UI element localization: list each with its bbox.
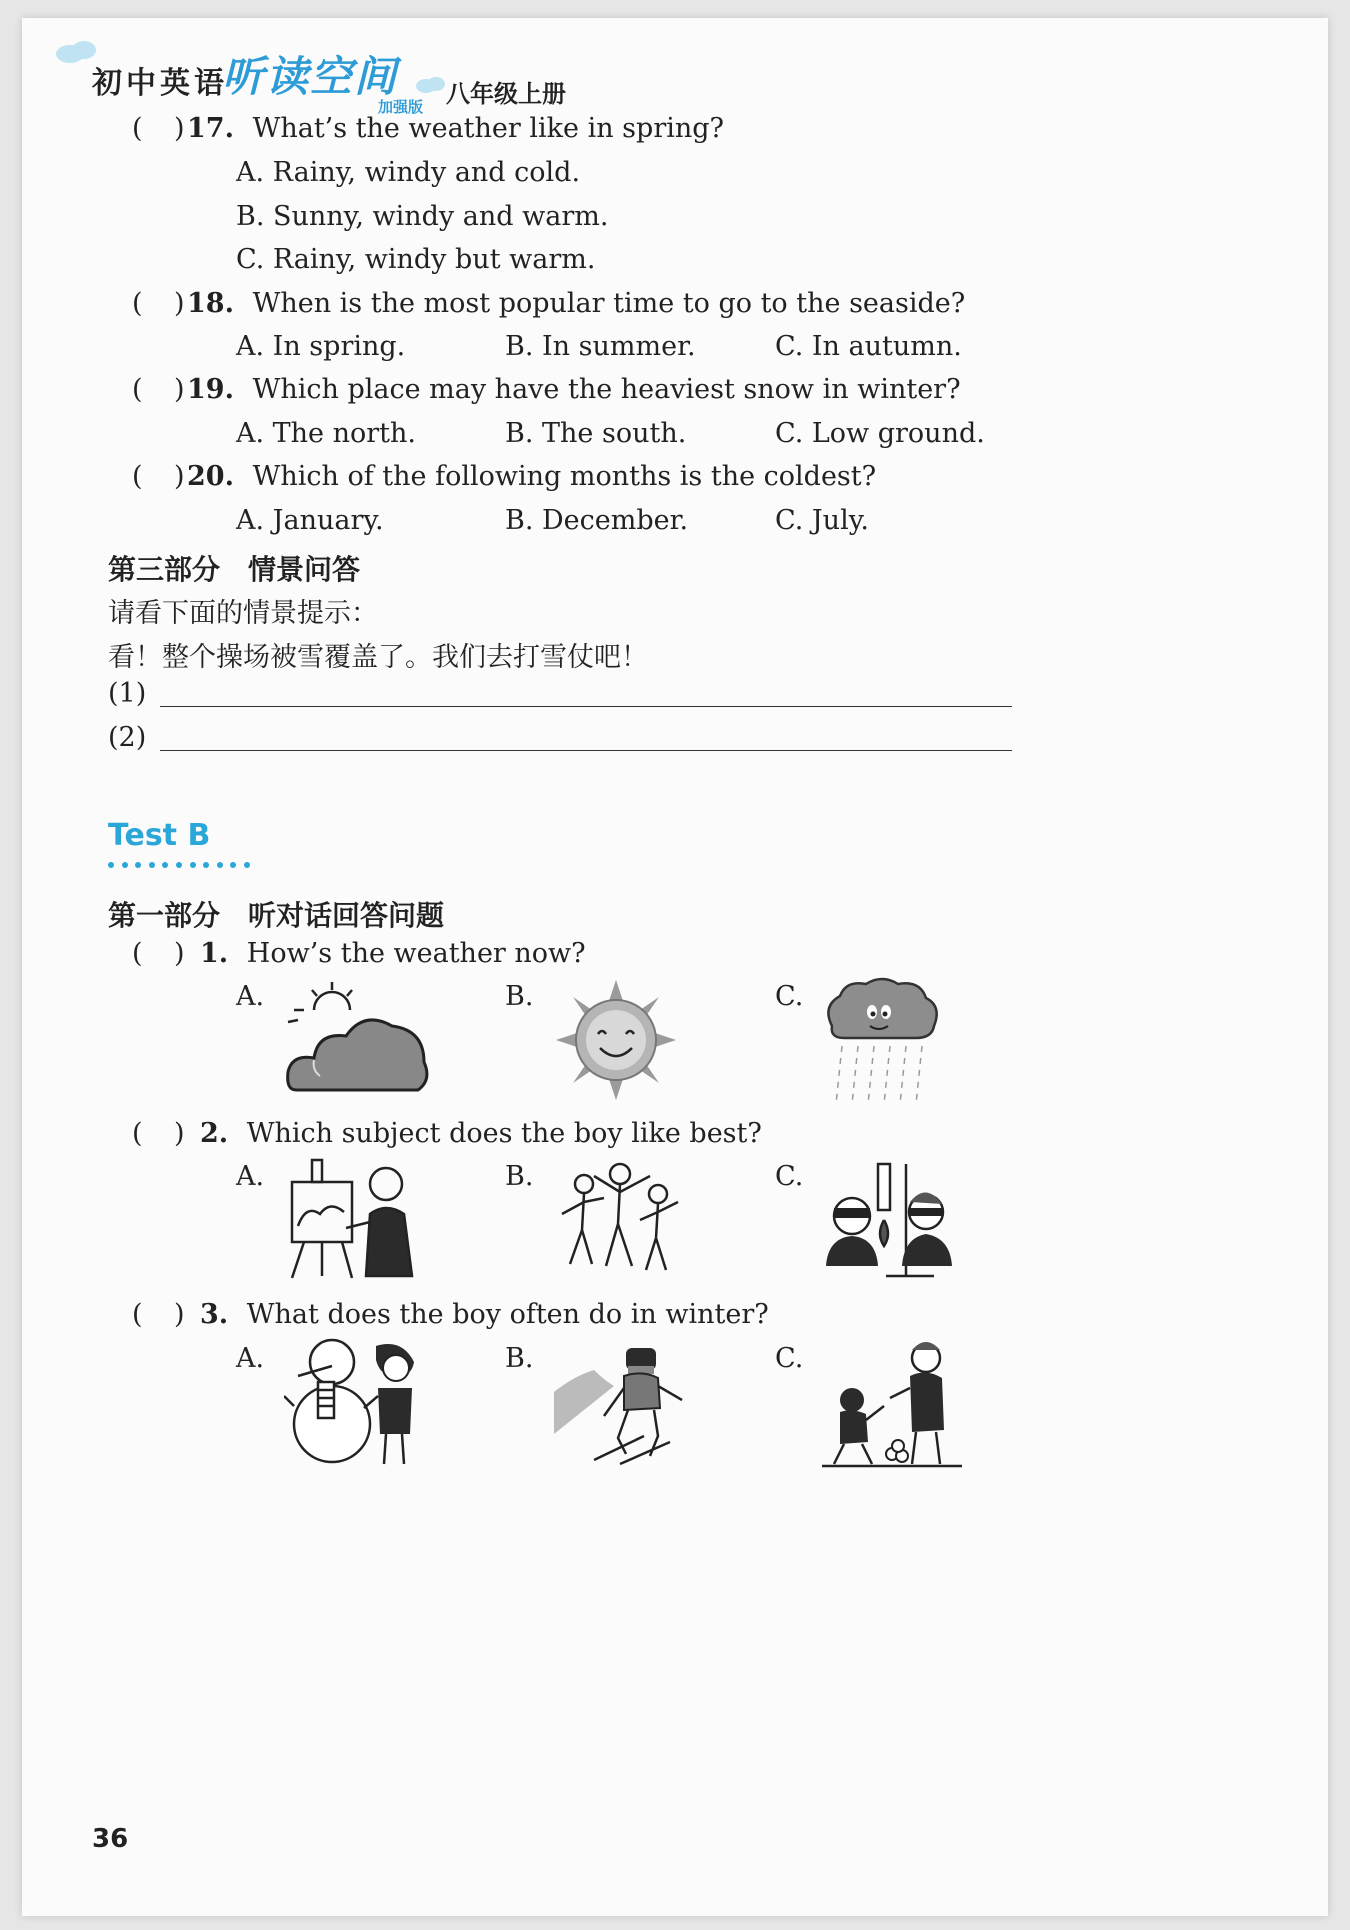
- option-a: A. The north.: [236, 418, 416, 449]
- question-text: How’s the weather now?: [246, 938, 586, 969]
- question-number: 3.: [200, 1299, 229, 1330]
- header-grade: 八年级上册: [446, 80, 566, 108]
- chemistry-lab-icon: [822, 1154, 954, 1284]
- answer-paren-open: (: [132, 461, 143, 492]
- test-b-dots-divider: [108, 855, 258, 873]
- option-c-label: C.: [775, 1343, 804, 1374]
- header-title: 初中英语: [92, 66, 228, 101]
- answer-paren-open: (: [132, 288, 143, 319]
- question-text: Which place may have the heaviest snow in winter?: [252, 374, 961, 405]
- option-b: B. December.: [505, 505, 689, 536]
- cloudy-icon: [284, 980, 434, 1100]
- page-number: 36: [92, 1824, 129, 1854]
- option-a-label: A.: [236, 1161, 265, 1192]
- answer-paren-close: ): [174, 938, 185, 969]
- part3-prompt: 看！整个操场被雪覆盖了。我们去打雪仗吧！: [108, 642, 648, 673]
- answer-paren-open: (: [132, 374, 143, 405]
- question-text: Which subject does the boy like best?: [246, 1118, 762, 1149]
- question-number: 2.: [200, 1118, 229, 1149]
- test-b-question-2: [200, 1118, 762, 1149]
- skiing-icon: [554, 1336, 686, 1466]
- option-c-label: C.: [775, 981, 804, 1012]
- answer-paren-close: ): [174, 1299, 185, 1330]
- header-logo: 听读空间: [222, 52, 399, 101]
- question-18: [187, 288, 965, 319]
- test-b-question-3: [200, 1299, 769, 1330]
- question-text: When is the most popular time to go to the seaside?: [252, 288, 966, 319]
- answer-label-2: (2): [108, 722, 147, 753]
- question-text: Which of the following months is the coldest?: [252, 461, 877, 492]
- pe-exercise-icon: [554, 1154, 684, 1282]
- option-c: C. July.: [775, 505, 869, 536]
- option-c: C. Rainy, windy but warm.: [236, 244, 596, 275]
- option-b: B. The south.: [505, 418, 687, 449]
- question-text: What’s the weather like in spring?: [252, 113, 725, 144]
- question-number: 20.: [187, 461, 234, 492]
- painting-icon: [286, 1156, 422, 1280]
- question-number: 1.: [200, 938, 229, 969]
- answer-paren-open: (: [132, 1299, 143, 1330]
- rainy-icon: [822, 976, 942, 1106]
- option-a: A. In spring.: [236, 331, 406, 362]
- answer-paren-open: (: [132, 938, 143, 969]
- option-b: B. In summer.: [505, 331, 696, 362]
- header-logo-sub: 加强版: [378, 98, 424, 116]
- test-b-question-1: [200, 938, 586, 969]
- answer-paren-open: (: [132, 113, 143, 144]
- question-number: 17.: [187, 113, 234, 144]
- question-17: [187, 113, 724, 144]
- question-20: [187, 461, 876, 492]
- answer-paren-close: ): [174, 1118, 185, 1149]
- option-a: A. Rainy, windy and cold.: [236, 157, 581, 188]
- sunny-icon: [554, 978, 678, 1102]
- test-b-part1-title: 第一部分 听对话回答问题: [108, 899, 445, 932]
- answer-label-1: (1): [108, 678, 147, 709]
- header: [52, 34, 672, 114]
- answer-line-1[interactable]: [160, 706, 1012, 707]
- question-number: 19.: [187, 374, 234, 405]
- snowball-fight-icon: [822, 1336, 962, 1470]
- answer-line-2[interactable]: [160, 750, 1012, 751]
- worksheet-page: [22, 18, 1328, 1916]
- answer-paren-close: ): [174, 113, 185, 144]
- question-number: 18.: [187, 288, 234, 319]
- option-b-label: B.: [505, 1161, 534, 1192]
- option-b-label: B.: [505, 1343, 534, 1374]
- option-a-label: A.: [236, 1343, 265, 1374]
- option-c-label: C.: [775, 1161, 804, 1192]
- part3-title: 第三部分 情景问答: [108, 553, 361, 586]
- option-a: A. January.: [236, 505, 384, 536]
- option-c: C. In autumn.: [775, 331, 962, 362]
- option-b-label: B.: [505, 981, 534, 1012]
- test-b-title: Test B: [108, 818, 211, 853]
- part3-instruction: 请看下面的情景提示：: [108, 598, 378, 629]
- answer-paren-close: ): [174, 374, 185, 405]
- option-a-label: A.: [236, 981, 265, 1012]
- snowman-icon: [284, 1336, 422, 1468]
- option-c: C. Low ground.: [775, 418, 985, 449]
- question-text: What does the boy often do in winter?: [246, 1299, 769, 1330]
- answer-paren-close: ): [174, 461, 185, 492]
- answer-paren-open: (: [132, 1118, 143, 1149]
- answer-paren-close: ): [174, 288, 185, 319]
- question-19: [187, 374, 961, 405]
- option-b: B. Sunny, windy and warm.: [236, 201, 609, 232]
